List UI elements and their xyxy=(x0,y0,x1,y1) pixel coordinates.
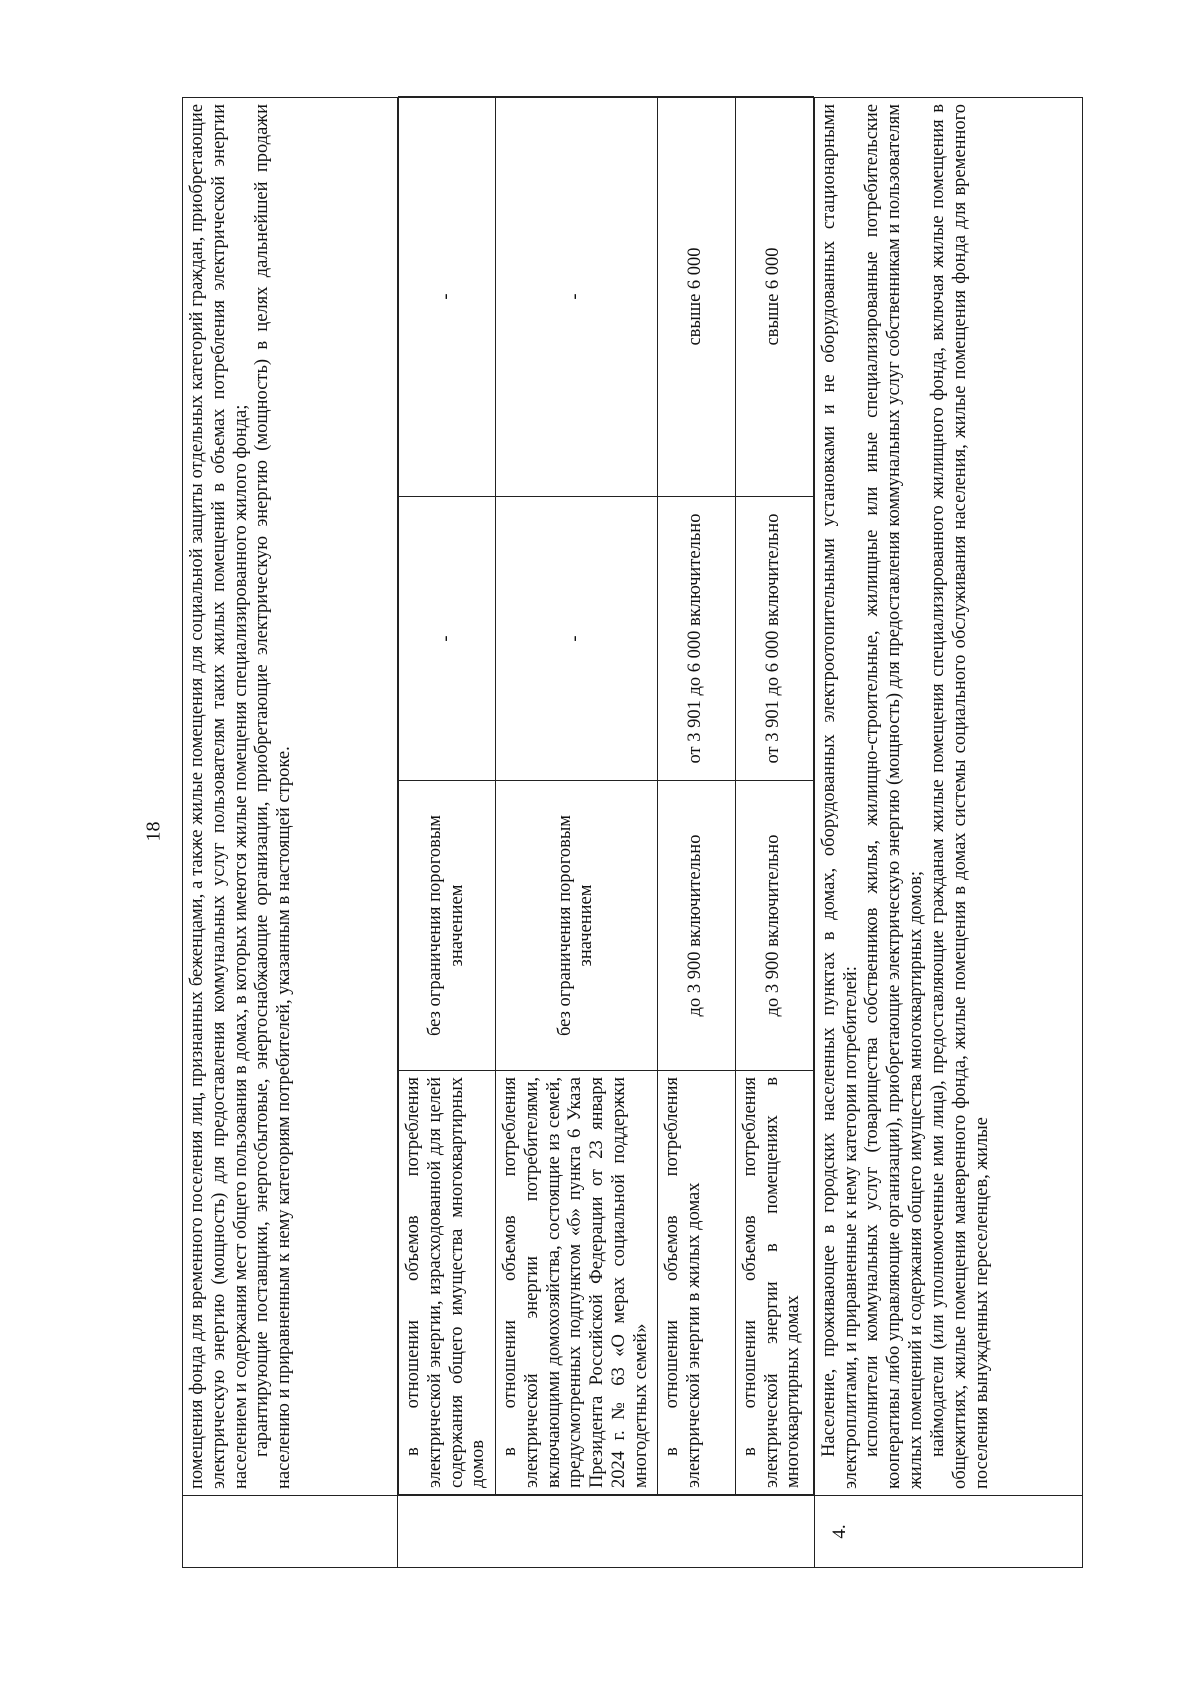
page-number: 18 xyxy=(142,821,165,842)
tariff-table xyxy=(182,97,1083,1568)
range-up-to: до 3 900 включительно xyxy=(735,781,813,1071)
section-4-text xyxy=(814,98,1082,1496)
volume-subtable xyxy=(398,96,814,1495)
empty-number-cell xyxy=(183,1496,398,1568)
row-description: в отношении объемов потребления электрической энергии в жилых домах xyxy=(657,1071,735,1495)
range-above: - xyxy=(399,97,496,497)
range-middle: - xyxy=(496,497,658,781)
range-up-to: без ограничения пороговым значением xyxy=(496,781,658,1071)
range-above: свыше 6 000 xyxy=(657,97,735,497)
volume-subtable-cell xyxy=(398,98,815,1496)
row-description: в отношении объемов потребления электрической энергии потребителями, включающими домохозяйства, состоящие из семей, предусмотренных подпунктом «б» пункта 6 Указа Президента Российской Федерации от 23 января 2024 г. № 63 «О мерах социальной поддержки многодетных семей» xyxy=(496,1071,658,1495)
top-paragraph-1: помещения фонда для временного поселения лиц, признанных беженцами, а также жилые помещения для социальной защиты отдельных категорий граждан, приобретающие электрическую энергию (мощность) для предоставления коммунальных услуг пользователям таких жилых помещений в объемах потребления электрической энергии населением и содержания мест общего пользования в домах, в которых имеются жилые помещения специализированного жилого фонда; xyxy=(187,104,251,1489)
empty-number-cell-2 xyxy=(398,1496,815,1568)
top-text-cell xyxy=(183,98,398,1496)
range-above: свыше 6 000 xyxy=(735,97,813,497)
range-above: - xyxy=(496,97,658,497)
row-description: в отношении объемов потребления электрической энергии в помещениях в многоквартирных домах xyxy=(735,1071,813,1495)
table-row xyxy=(496,97,658,1495)
range-middle: - xyxy=(399,497,496,781)
range-up-to: без ограничения пороговым значением xyxy=(399,781,496,1071)
range-up-to: до 3 900 включительно xyxy=(657,781,735,1071)
rotated-table-page xyxy=(182,98,1067,1568)
range-middle: от 3 901 до 6 000 включительно xyxy=(735,497,813,781)
table-row xyxy=(657,97,735,1495)
range-middle: от 3 901 до 6 000 включительно xyxy=(657,497,735,781)
top-paragraph-2: гарантирующие поставщики, энергосбытовые, энергоснабжающие организации, приобретающие электрическую энергию (мощность) в целях дальнейшей продажи населению и приравненным к нему категориям потребителей, указанным в настоящей строке. xyxy=(252,104,295,1489)
table-row xyxy=(399,97,496,1495)
section-4-paragraph-2: исполнители коммунальных услуг (товарищества собственников жилья, жилищно-строительные, жилищные или иные специализированные потребительские кооперативы либо управляющие организации), приобретающие электрическую энергию (мощность) для предоставления коммунальных услуг собственникам и пользователям жилых помещений и содержания общего имущества многоквартирных домов; xyxy=(862,104,927,1489)
section-4-paragraph-1: Население, проживающее в городских населенных пунктах в домах, оборудованных электроотопительными установками и не оборудованных стационарными электроплитами, и приравненные к нему категории потребителей: xyxy=(818,104,861,1489)
section-4-paragraph-3: наймодатели (или уполномоченные ими лица), предоставляющие гражданам жилые помещения специализированного жилищного фонда, включая жилые помещения в общежитиях, жилые помещения маневренного фонда, жилые помещения в домах системы социального обслуживания населения, жилые помещения фонда для временного поселения вынужденных переселенцев, жилые xyxy=(927,104,992,1489)
table-row xyxy=(735,97,813,1495)
section-number: 4. xyxy=(814,1496,1082,1568)
row-description: в отношении объемов потребления электрической энергии, израсходованной для целей содержания общего имущества многоквартирных домов xyxy=(399,1071,496,1495)
